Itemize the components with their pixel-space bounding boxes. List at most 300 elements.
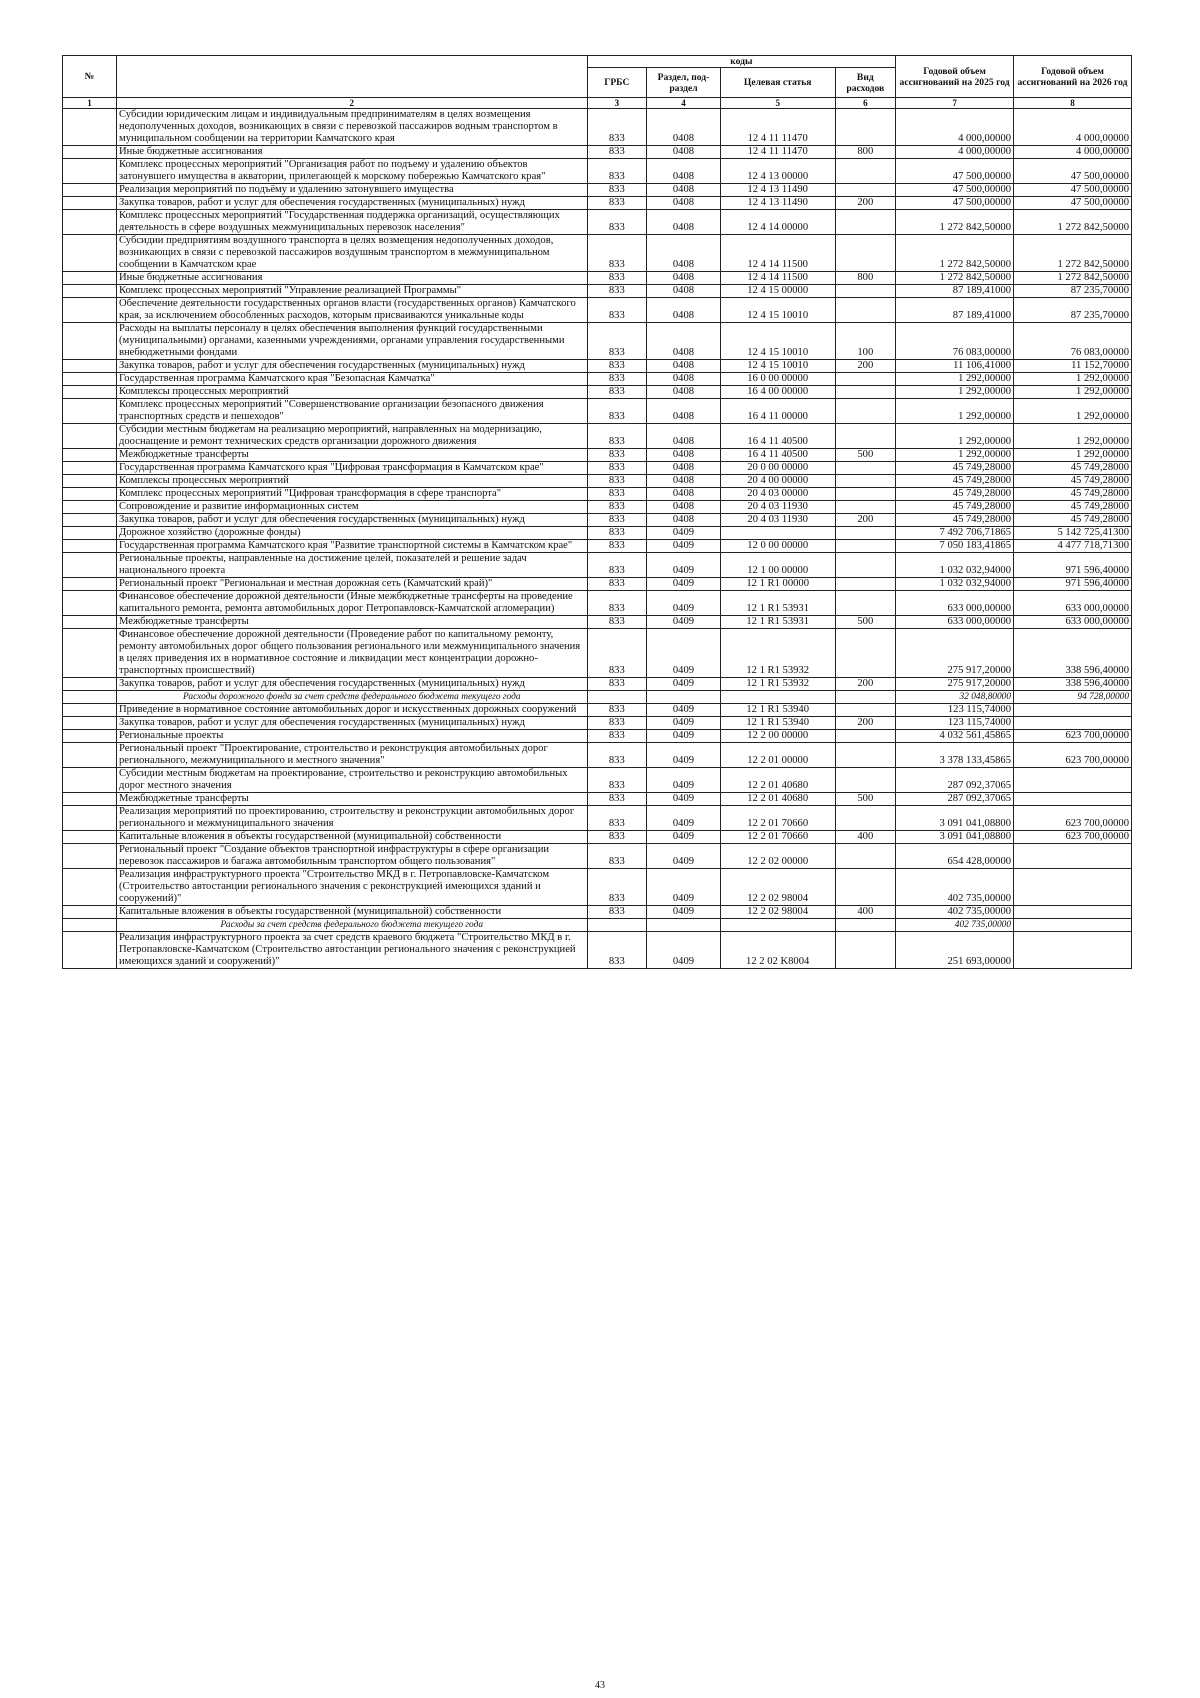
cell-name: Реализация мероприятий по проектированию, строительству и реконструкции автомобильных дорог регионального и межмуниципального значения bbox=[117, 806, 588, 831]
cell-grbs: 833 bbox=[587, 424, 647, 449]
cell-v2025: 1 292,00000 bbox=[896, 424, 1014, 449]
cell-num bbox=[63, 109, 117, 146]
table-row bbox=[63, 399, 1132, 424]
cell-name: Субсидии юридическим лицам и индивидуальным предпринимателям в целях возмещения недополученных доходов, возникающих в связи с перевозкой пассажиров водным транспортом в муниципальном сообщении на территории Камчатского края bbox=[117, 109, 588, 146]
cell-grbs: 833 bbox=[587, 578, 647, 591]
cell-grbs: 833 bbox=[587, 831, 647, 844]
cell-v2025: 87 189,41000 bbox=[896, 285, 1014, 298]
cell-v2026: 11 152,70000 bbox=[1014, 360, 1132, 373]
cell-vr: 100 bbox=[835, 323, 896, 360]
cell-vr bbox=[835, 386, 896, 399]
cell-v2025: 402 735,00000 bbox=[896, 906, 1014, 919]
table-row bbox=[63, 360, 1132, 373]
cell-vr: 800 bbox=[835, 146, 896, 159]
cell-v2026: 971 596,40000 bbox=[1014, 578, 1132, 591]
cell-num bbox=[63, 360, 117, 373]
cell-name: Комплексы процессных мероприятий bbox=[117, 386, 588, 399]
cell-v2025: 1 032 032,94000 bbox=[896, 553, 1014, 578]
cell-v2026 bbox=[1014, 869, 1132, 906]
cell-cs: 16 0 00 00000 bbox=[720, 373, 835, 386]
cell-num bbox=[63, 691, 117, 704]
table-row bbox=[63, 553, 1132, 578]
cell-num bbox=[63, 197, 117, 210]
cell-vr bbox=[835, 691, 896, 704]
cell-cs bbox=[720, 527, 835, 540]
cell-cs: 16 4 11 00000 bbox=[720, 399, 835, 424]
cell-num bbox=[63, 210, 117, 235]
cell-rz: 0408 bbox=[647, 235, 721, 272]
cell-v2026: 45 749,28000 bbox=[1014, 488, 1132, 501]
cell-cs bbox=[720, 919, 835, 932]
cell-rz: 0409 bbox=[647, 578, 721, 591]
cell-v2026: 45 749,28000 bbox=[1014, 501, 1132, 514]
cell-v2025: 45 749,28000 bbox=[896, 488, 1014, 501]
cell-rz: 0408 bbox=[647, 159, 721, 184]
cell-num bbox=[63, 527, 117, 540]
cell-rz: 0409 bbox=[647, 906, 721, 919]
cell-vr bbox=[835, 373, 896, 386]
table-row bbox=[63, 424, 1132, 449]
cell-name: Региональный проект "Проектирование, строительство и реконструкция автомобильных дорог регионального, межмуниципального и местного значения" bbox=[117, 743, 588, 768]
cell-num bbox=[63, 159, 117, 184]
cell-cs: 20 4 03 11930 bbox=[720, 514, 835, 527]
cell-v2026: 87 235,70000 bbox=[1014, 285, 1132, 298]
cell-v2025: 402 735,00000 bbox=[896, 869, 1014, 906]
cell-name: Региональные проекты, направленные на достижение целей, показателей и решение задач национального проекта bbox=[117, 553, 588, 578]
cell-rz: 0409 bbox=[647, 743, 721, 768]
cell-name: Комплекс процессных мероприятий "Цифровая трансформация в сфере транспорта" bbox=[117, 488, 588, 501]
cell-name: Межбюджетные трансферты bbox=[117, 449, 588, 462]
cell-rz: 0408 bbox=[647, 109, 721, 146]
cell-vr bbox=[835, 298, 896, 323]
cell-grbs: 833 bbox=[587, 488, 647, 501]
cell-v2026 bbox=[1014, 768, 1132, 793]
cell-cs: 20 0 00 00000 bbox=[720, 462, 835, 475]
cell-grbs: 833 bbox=[587, 932, 647, 969]
cell-num bbox=[63, 578, 117, 591]
cell-num bbox=[63, 591, 117, 616]
cell-name: Региональный проект "Региональная и местная дорожная сеть (Камчатский край)" bbox=[117, 578, 588, 591]
cell-vr bbox=[835, 424, 896, 449]
cell-cs: 12 1 00 00000 bbox=[720, 553, 835, 578]
cell-num bbox=[63, 831, 117, 844]
cell-grbs: 833 bbox=[587, 323, 647, 360]
cell-cs: 16 4 11 40500 bbox=[720, 424, 835, 449]
table-row bbox=[63, 462, 1132, 475]
col-number: 3 bbox=[587, 98, 647, 109]
cell-cs: 12 4 14 11500 bbox=[720, 272, 835, 285]
cell-vr bbox=[835, 806, 896, 831]
cell-name: Региональный проект "Создание объектов транспортной инфраструктуры в сфере организации перевозок пассажиров и багажа автомобильным транспортом общего пользования" bbox=[117, 844, 588, 869]
cell-cs: 12 4 13 00000 bbox=[720, 159, 835, 184]
table-row bbox=[63, 449, 1132, 462]
cell-v2025: 1 292,00000 bbox=[896, 373, 1014, 386]
cell-cs bbox=[720, 691, 835, 704]
cell-v2026 bbox=[1014, 704, 1132, 717]
cell-v2025: 45 749,28000 bbox=[896, 462, 1014, 475]
cell-cs: 12 2 02 98004 bbox=[720, 906, 835, 919]
cell-cs: 12 2 02 00000 bbox=[720, 844, 835, 869]
cell-cs: 12 4 14 11500 bbox=[720, 235, 835, 272]
cell-rz: 0409 bbox=[647, 616, 721, 629]
cell-v2026: 47 500,00000 bbox=[1014, 197, 1132, 210]
cell-cs: 16 4 11 40500 bbox=[720, 449, 835, 462]
table-row bbox=[63, 578, 1132, 591]
cell-v2026: 87 235,70000 bbox=[1014, 298, 1132, 323]
cell-num bbox=[63, 844, 117, 869]
cell-v2026: 47 500,00000 bbox=[1014, 159, 1132, 184]
cell-num bbox=[63, 272, 117, 285]
cell-vr bbox=[835, 501, 896, 514]
cell-grbs: 833 bbox=[587, 449, 647, 462]
table-row bbox=[63, 629, 1132, 678]
cell-rz: 0408 bbox=[647, 475, 721, 488]
cell-v2026 bbox=[1014, 793, 1132, 806]
cell-v2026: 5 142 725,41300 bbox=[1014, 527, 1132, 540]
cell-num bbox=[63, 285, 117, 298]
cell-num bbox=[63, 399, 117, 424]
cell-rz: 0409 bbox=[647, 831, 721, 844]
cell-grbs: 833 bbox=[587, 373, 647, 386]
cell-num bbox=[63, 919, 117, 932]
cell-num bbox=[63, 906, 117, 919]
cell-cs: 12 1 R1 53931 bbox=[720, 591, 835, 616]
cell-v2026: 971 596,40000 bbox=[1014, 553, 1132, 578]
cell-name: Государственная программа Камчатского края "Безопасная Камчатка" bbox=[117, 373, 588, 386]
cell-cs: 12 1 R1 53932 bbox=[720, 678, 835, 691]
cell-v2025: 47 500,00000 bbox=[896, 159, 1014, 184]
col-number: 4 bbox=[647, 98, 721, 109]
cell-vr bbox=[835, 932, 896, 969]
table-row bbox=[63, 844, 1132, 869]
cell-v2025: 45 749,28000 bbox=[896, 514, 1014, 527]
table-row bbox=[63, 831, 1132, 844]
cell-name: Сопровождение и развитие информационных систем bbox=[117, 501, 588, 514]
cell-grbs: 833 bbox=[587, 869, 647, 906]
cell-rz: 0408 bbox=[647, 462, 721, 475]
cell-name: Закупка товаров, работ и услуг для обеспечения государственных (муниципальных) нужд bbox=[117, 360, 588, 373]
cell-rz: 0409 bbox=[647, 844, 721, 869]
header-num: № bbox=[63, 56, 117, 98]
cell-num bbox=[63, 553, 117, 578]
cell-num bbox=[63, 235, 117, 272]
cell-v2025: 275 917,20000 bbox=[896, 678, 1014, 691]
cell-num bbox=[63, 717, 117, 730]
cell-name: Комплекс процессных мероприятий "Государственная поддержка организаций, осуществляющих деятельность в сфере воздушных межмуниципальных перевозок населения" bbox=[117, 210, 588, 235]
cell-cs: 12 2 01 70660 bbox=[720, 806, 835, 831]
cell-grbs: 833 bbox=[587, 285, 647, 298]
cell-num bbox=[63, 449, 117, 462]
cell-vr: 200 bbox=[835, 717, 896, 730]
cell-rz: 0409 bbox=[647, 540, 721, 553]
table-row bbox=[63, 906, 1132, 919]
cell-v2026 bbox=[1014, 717, 1132, 730]
cell-num bbox=[63, 298, 117, 323]
cell-rz: 0409 bbox=[647, 553, 721, 578]
cell-v2025: 3 378 133,45865 bbox=[896, 743, 1014, 768]
cell-v2025: 76 083,00000 bbox=[896, 323, 1014, 360]
table-row bbox=[63, 932, 1132, 969]
cell-rz: 0408 bbox=[647, 285, 721, 298]
cell-num bbox=[63, 488, 117, 501]
cell-num bbox=[63, 730, 117, 743]
cell-num bbox=[63, 424, 117, 449]
cell-v2026 bbox=[1014, 844, 1132, 869]
cell-v2026 bbox=[1014, 919, 1132, 932]
cell-v2025: 633 000,00000 bbox=[896, 591, 1014, 616]
cell-v2025: 45 749,28000 bbox=[896, 475, 1014, 488]
cell-vr bbox=[835, 844, 896, 869]
table-row bbox=[63, 540, 1132, 553]
table-row bbox=[63, 768, 1132, 793]
cell-name: Комплексы процессных мероприятий bbox=[117, 475, 588, 488]
table-row bbox=[63, 869, 1132, 906]
cell-vr: 200 bbox=[835, 360, 896, 373]
cell-vr: 200 bbox=[835, 678, 896, 691]
cell-name: Региональные проекты bbox=[117, 730, 588, 743]
table-row bbox=[63, 616, 1132, 629]
table-row bbox=[63, 488, 1132, 501]
cell-rz: 0408 bbox=[647, 323, 721, 360]
cell-rz: 0408 bbox=[647, 184, 721, 197]
cell-v2026: 1 292,00000 bbox=[1014, 386, 1132, 399]
cell-name: Субсидии предприятиям воздушного транспорта в целях возмещения недополученных доходов, возникающих в связи с перевозкой пассажиров воздушным транспортом в межмуниципальном сообщении в Камчатском крае bbox=[117, 235, 588, 272]
cell-vr bbox=[835, 527, 896, 540]
cell-v2025: 251 693,00000 bbox=[896, 932, 1014, 969]
cell-grbs: 833 bbox=[587, 678, 647, 691]
cell-grbs: 833 bbox=[587, 553, 647, 578]
cell-v2025: 654 428,00000 bbox=[896, 844, 1014, 869]
cell-rz: 0409 bbox=[647, 806, 721, 831]
cell-num bbox=[63, 743, 117, 768]
cell-v2026: 623 700,00000 bbox=[1014, 730, 1132, 743]
cell-vr bbox=[835, 629, 896, 678]
cell-vr bbox=[835, 919, 896, 932]
cell-grbs: 833 bbox=[587, 806, 647, 831]
cell-grbs: 833 bbox=[587, 184, 647, 197]
cell-num bbox=[63, 323, 117, 360]
cell-num bbox=[63, 373, 117, 386]
cell-name: Реализация инфраструктурного проекта за счет средств краевого бюджета "Строительство МКД в г. Петропавловске-Камчатском (Строительство автостанции регионального значения с реконструкцией имеющихся зданий и сооружений)" bbox=[117, 932, 588, 969]
header-vid: Вид расходов bbox=[835, 68, 896, 98]
cell-v2025: 275 917,20000 bbox=[896, 629, 1014, 678]
cell-vr bbox=[835, 235, 896, 272]
cell-grbs: 833 bbox=[587, 743, 647, 768]
cell-name: Комплекс процессных мероприятий "Управление реализацией Программы" bbox=[117, 285, 588, 298]
col-number: 6 bbox=[835, 98, 896, 109]
table-row bbox=[63, 743, 1132, 768]
cell-v2025: 633 000,00000 bbox=[896, 616, 1014, 629]
table-row bbox=[63, 323, 1132, 360]
cell-grbs: 833 bbox=[587, 475, 647, 488]
cell-grbs: 833 bbox=[587, 591, 647, 616]
cell-rz: 0408 bbox=[647, 210, 721, 235]
cell-v2026: 1 272 842,50000 bbox=[1014, 210, 1132, 235]
cell-name: Иные бюджетные ассигнования bbox=[117, 146, 588, 159]
cell-name: Капитальные вложения в объекты государственной (муниципальной) собственности bbox=[117, 906, 588, 919]
cell-rz: 0409 bbox=[647, 527, 721, 540]
cell-rz: 0408 bbox=[647, 399, 721, 424]
cell-vr: 400 bbox=[835, 831, 896, 844]
cell-v2025: 1 292,00000 bbox=[896, 399, 1014, 424]
cell-vr bbox=[835, 578, 896, 591]
cell-v2026: 338 596,40000 bbox=[1014, 678, 1132, 691]
cell-rz: 0409 bbox=[647, 793, 721, 806]
cell-rz bbox=[647, 691, 721, 704]
cell-v2026 bbox=[1014, 906, 1132, 919]
header-name bbox=[117, 56, 588, 98]
cell-rz: 0409 bbox=[647, 704, 721, 717]
cell-num bbox=[63, 704, 117, 717]
cell-v2026: 338 596,40000 bbox=[1014, 629, 1132, 678]
cell-cs: 12 2 02 K8004 bbox=[720, 932, 835, 969]
cell-num bbox=[63, 806, 117, 831]
table-row bbox=[63, 386, 1132, 399]
cell-grbs: 833 bbox=[587, 109, 647, 146]
cell-num bbox=[63, 462, 117, 475]
cell-num bbox=[63, 768, 117, 793]
cell-name: Закупка товаров, работ и услуг для обеспечения государственных (муниципальных) нужд bbox=[117, 717, 588, 730]
cell-v2025: 1 272 842,50000 bbox=[896, 235, 1014, 272]
table-row bbox=[63, 919, 1132, 932]
cell-rz: 0409 bbox=[647, 717, 721, 730]
cell-rz: 0409 bbox=[647, 629, 721, 678]
cell-vr bbox=[835, 184, 896, 197]
cell-grbs: 833 bbox=[587, 704, 647, 717]
table-row bbox=[63, 373, 1132, 386]
cell-name: Субсидии местным бюджетам на проектирование, строительство и реконструкцию автомобильных дорог местного значения bbox=[117, 768, 588, 793]
table-row bbox=[63, 704, 1132, 717]
cell-name: Иные бюджетные ассигнования bbox=[117, 272, 588, 285]
cell-grbs: 833 bbox=[587, 360, 647, 373]
header-2025: Годовой объем ассигнований на 2025 год bbox=[896, 56, 1014, 98]
cell-grbs: 833 bbox=[587, 527, 647, 540]
cell-vr bbox=[835, 462, 896, 475]
cell-v2026: 47 500,00000 bbox=[1014, 184, 1132, 197]
cell-vr bbox=[835, 768, 896, 793]
cell-vr bbox=[835, 399, 896, 424]
table-header bbox=[63, 56, 1132, 109]
cell-v2026: 45 749,28000 bbox=[1014, 475, 1132, 488]
cell-cs: 20 4 00 00000 bbox=[720, 475, 835, 488]
cell-v2026: 633 000,00000 bbox=[1014, 591, 1132, 616]
cell-rz: 0408 bbox=[647, 501, 721, 514]
col-number: 1 bbox=[63, 98, 117, 109]
cell-v2025: 4 000,00000 bbox=[896, 109, 1014, 146]
cell-rz: 0408 bbox=[647, 373, 721, 386]
cell-vr bbox=[835, 475, 896, 488]
cell-v2026: 4 000,00000 bbox=[1014, 146, 1132, 159]
cell-num bbox=[63, 386, 117, 399]
table-row bbox=[63, 730, 1132, 743]
cell-cs: 12 1 R1 00000 bbox=[720, 578, 835, 591]
cell-grbs: 833 bbox=[587, 197, 647, 210]
cell-name: Реализация мероприятий по подъёму и удалению затонувшего имущества bbox=[117, 184, 588, 197]
header-2026: Годовой объем ассигнований на 2026 год bbox=[1014, 56, 1132, 98]
cell-grbs: 833 bbox=[587, 462, 647, 475]
cell-grbs: 833 bbox=[587, 272, 647, 285]
cell-v2025: 4 000,00000 bbox=[896, 146, 1014, 159]
cell-grbs: 833 bbox=[587, 235, 647, 272]
cell-cs: 12 4 11 11470 bbox=[720, 146, 835, 159]
cell-cs: 12 1 R1 53940 bbox=[720, 704, 835, 717]
cell-num bbox=[63, 869, 117, 906]
cell-grbs: 833 bbox=[587, 616, 647, 629]
cell-rz: 0408 bbox=[647, 298, 721, 323]
cell-cs: 12 1 R1 53931 bbox=[720, 616, 835, 629]
budget-sheet bbox=[62, 55, 1132, 969]
table-row bbox=[63, 475, 1132, 488]
cell-vr bbox=[835, 591, 896, 616]
cell-grbs: 833 bbox=[587, 540, 647, 553]
cell-vr bbox=[835, 553, 896, 578]
cell-v2026: 4 477 718,71300 bbox=[1014, 540, 1132, 553]
table-body bbox=[63, 109, 1132, 969]
cell-rz: 0409 bbox=[647, 768, 721, 793]
table-row bbox=[63, 197, 1132, 210]
cell-num bbox=[63, 678, 117, 691]
cell-name: Государственная программа Камчатского края "Развитие транспортной системы в Камчатском крае" bbox=[117, 540, 588, 553]
table-row bbox=[63, 159, 1132, 184]
cell-v2026: 1 292,00000 bbox=[1014, 373, 1132, 386]
cell-num bbox=[63, 793, 117, 806]
cell-v2025: 402 735,00000 bbox=[896, 919, 1014, 932]
cell-vr: 500 bbox=[835, 793, 896, 806]
cell-grbs: 833 bbox=[587, 717, 647, 730]
header-razdel: Раздел, под-раздел bbox=[647, 68, 721, 98]
cell-rz: 0409 bbox=[647, 678, 721, 691]
cell-grbs: 833 bbox=[587, 793, 647, 806]
cell-rz: 0408 bbox=[647, 424, 721, 449]
table-row bbox=[63, 146, 1132, 159]
cell-v2025: 3 091 041,08800 bbox=[896, 806, 1014, 831]
cell-v2025: 287 092,37065 bbox=[896, 793, 1014, 806]
cell-name: Расходы на выплаты персоналу в целях обеспечения выполнения функций государственными (муниципальными) органами, казенными учреждениями, органами управления государственными внебюджетными фондами bbox=[117, 323, 588, 360]
cell-num bbox=[63, 184, 117, 197]
cell-rz: 0408 bbox=[647, 386, 721, 399]
cell-num bbox=[63, 475, 117, 488]
cell-v2025: 1 032 032,94000 bbox=[896, 578, 1014, 591]
cell-v2025: 7 492 706,71865 bbox=[896, 527, 1014, 540]
col-number: 7 bbox=[896, 98, 1014, 109]
cell-grbs: 833 bbox=[587, 386, 647, 399]
cell-name: Приведение в нормативное состояние автомобильных дорог и искусственных дорожных сооружений bbox=[117, 704, 588, 717]
cell-cs: 12 0 00 00000 bbox=[720, 540, 835, 553]
table-row bbox=[63, 272, 1132, 285]
cell-vr: 200 bbox=[835, 197, 896, 210]
table-row bbox=[63, 109, 1132, 146]
cell-name: Межбюджетные трансферты bbox=[117, 616, 588, 629]
header-grbs: ГРБС bbox=[587, 68, 647, 98]
cell-v2025: 47 500,00000 bbox=[896, 184, 1014, 197]
cell-v2026: 1 292,00000 bbox=[1014, 449, 1132, 462]
table-row bbox=[63, 514, 1132, 527]
cell-cs: 12 4 11 11470 bbox=[720, 109, 835, 146]
cell-v2025: 123 115,74000 bbox=[896, 704, 1014, 717]
cell-grbs bbox=[587, 919, 647, 932]
cell-name: Комплекс процессных мероприятий "Совершенствование организации безопасного движения транспортных средств и пешеходов" bbox=[117, 399, 588, 424]
cell-v2026: 623 700,00000 bbox=[1014, 806, 1132, 831]
cell-cs: 12 2 01 00000 bbox=[720, 743, 835, 768]
cell-v2026: 76 083,00000 bbox=[1014, 323, 1132, 360]
cell-rz bbox=[647, 919, 721, 932]
cell-grbs bbox=[587, 691, 647, 704]
cell-v2026 bbox=[1014, 932, 1132, 969]
cell-num bbox=[63, 514, 117, 527]
cell-v2026: 1 292,00000 bbox=[1014, 399, 1132, 424]
cell-num bbox=[63, 932, 117, 969]
cell-v2026: 45 749,28000 bbox=[1014, 462, 1132, 475]
